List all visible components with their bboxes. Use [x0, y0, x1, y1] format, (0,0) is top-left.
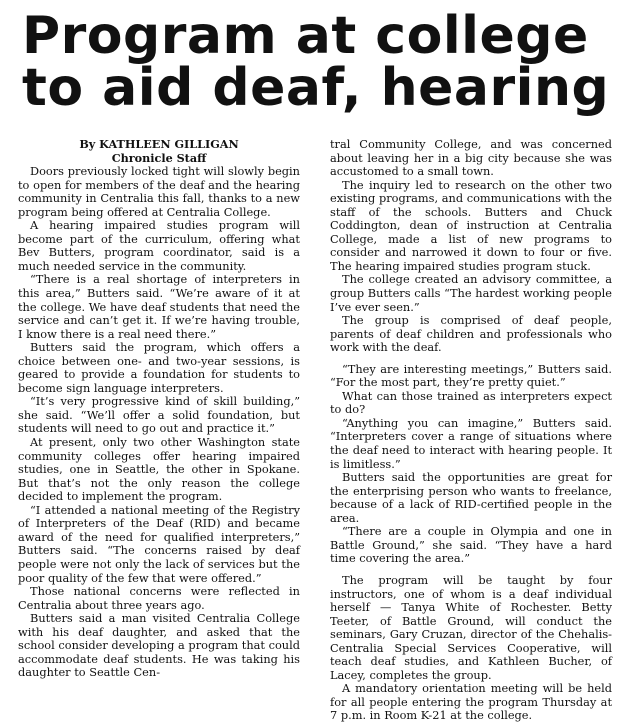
paragraph: The group is comprised of deaf people, parents of deaf children and professionals who work with the deaf.: [330, 313, 612, 355]
headline-line-1: Program at college: [22, 6, 589, 66]
headline-line-2: to aid deaf, hearing: [22, 58, 610, 118]
article-column-left: [18, 138, 300, 680]
paragraph: “There is a real shortage of interpreters in this area,” Butters said. “We’re aware of it at the college. We have deaf students that need the service and can’t get it. If we’re having trouble, I know there is a real need there.”: [18, 272, 300, 341]
paragraph: A hearing impaired studies program will become part of the curriculum, offering what Bev Butters, program coordinator, said is a much needed service in the community.: [18, 218, 300, 273]
paragraph: The college created an advisory committee, a group Butters calls “The hardest working people I’ve ever seen.”: [330, 272, 612, 314]
headline: [22, 6, 622, 118]
byline-author: By KATHLEEN GILLIGAN: [79, 137, 239, 151]
paragraph: At present, only two other Washington state community colleges offer hearing impaired studies, one in Seattle, the other in Spokane. But that’s not the only reason the college decided to implement the program.: [18, 435, 300, 504]
paragraph: The program will be taught by four instructors, one of whom is a deaf individual herself — Tanya White of Rochester. Betty Teeter, of Battle Ground, will conduct the seminars, Gary Cruzan, director of the Chehalis-Centralia Special Services Cooperative, will teach deaf studies, and Kathleen Bucher, of Lacey, completes the group.: [330, 572, 612, 682]
paragraph: “Anything you can imagine,” Butters said. “Interpreters cover a range of situations where the deaf need to interact with hearing people. It is limitless.”: [330, 415, 612, 471]
paragraph-continuation: tral Community College, and was concerned about leaving her in a big city because she was accustomed to a small town.: [330, 137, 612, 179]
paragraph: “There are a couple in Olympia and one in Battle Ground,” she said. “They have a hard time covering the area.”: [330, 524, 612, 566]
paragraph: Those national concerns were reflected in Centralia about three years ago.: [18, 584, 300, 612]
paragraph: “They are interesting meetings,” Butters said. “For the most part, they’re pretty quiet.”: [330, 361, 612, 390]
paragraph: The inquiry led to research on the other two existing programs, and communications with the staff of the schools. Butters and Chuck Coddington, dean of instruction at Centralia College, made a list of new programs to consider and narrowed it down to four or five. The hearing impaired studies program stuck.: [330, 177, 612, 273]
paragraph: Butters said the opportunities are great for the enterprising person who wants to freelance, because of a lack of RID-certified people in the area.: [330, 470, 612, 525]
paragraph: “It’s very progressive kind of skill building,” she said. “We’ll offer a solid foundation, but students will need to go out and practice it.”: [18, 394, 300, 436]
paragraph: “I attended a national meeting of the Registry of Interpreters of the Deaf (RID) and became award of the need for qualified interpreters,” Butters said. “The concerns raised by deaf people were not only the lack of services but the poor quality of the few that were offered.”: [18, 502, 300, 585]
paragraph: Butters said the program, which offers a choice between one- and two-year sessions, is geared to provide a foundation for students to become sign language interpreters.: [18, 340, 300, 395]
paragraph: Doors previously locked tight will slowly begin to open for members of the deaf and the hearing community in Centralia this fall, thanks to a new program being offered at Centralia College.: [18, 164, 300, 219]
article-column-right: [330, 138, 612, 723]
paragraph: Butters said a man visited Centralia College with his deaf daughter, and asked that the school consider developing a program that could accommodate deaf students. He was taking his daughter to Seattle Cen-: [18, 611, 300, 680]
paragraph: A mandatory orientation meeting will be held for all people entering the program Thursday at 7 p.m. in Room K-21 at the college.: [330, 681, 612, 723]
byline-staff: Chronicle Staff: [111, 150, 207, 165]
paragraph: What can those trained as interpreters expect to do?: [330, 388, 612, 417]
